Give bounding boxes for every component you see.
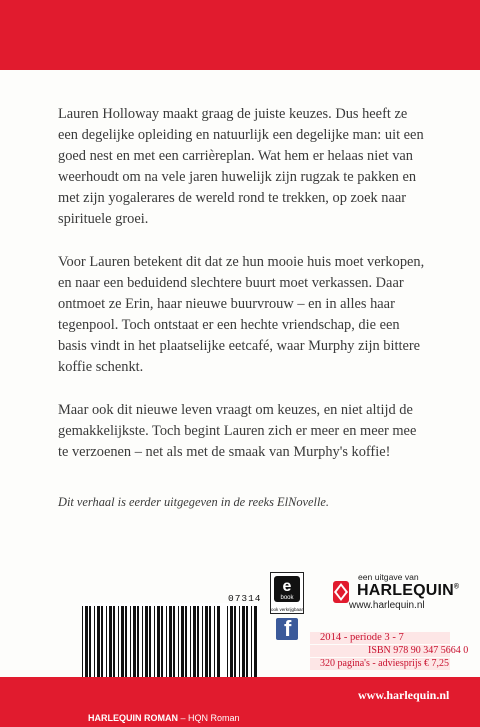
- price-line: [310, 658, 450, 670]
- barcode-addon-bars: [227, 606, 261, 686]
- period-line: [310, 632, 450, 644]
- reprint-note: Dit verhaal is eerder uitgegeven in de reeks ElNovelle.: [58, 495, 330, 509]
- footer-url[interactable]: www.harlequin.nl: [358, 688, 450, 702]
- publisher-name: HARLEQUIN: [357, 582, 454, 599]
- blurb: [58, 104, 428, 485]
- series-subtitle: – HQN Roman: [180, 713, 240, 723]
- series-label: [88, 713, 240, 723]
- ean-barcode-bars: [82, 606, 222, 686]
- pages-price-text: 320 pagina's - adviesprijs € 7,25: [320, 658, 450, 669]
- period-text: 2014 - periode 3 - 7: [320, 632, 404, 643]
- barcode-addon-number: 07314: [228, 593, 262, 604]
- ebook-letter: e: [282, 578, 292, 595]
- blurb-paragraph: Voor Lauren betekent dit dat ze hun mooie huis moet verkopen, en naar een beduidend slechtere buurt moet verkassen. Daar ontmoet ze Erin, haar nieuwe buurvrouw – en in alles haar tegenpool. Toch ontstaat er een hechte vriendschap, die een basis vindt in het plaatselijke eetcafé, waar Murphy zijn bittere koffie schenkt.: [58, 254, 425, 375]
- isbn-text: ISBN 978 90 347 5664 0: [368, 645, 469, 656]
- top-red-band: [0, 0, 480, 70]
- facebook-icon[interactable]: f: [276, 618, 298, 640]
- ebook-label: book: [280, 595, 294, 601]
- isbn-line: [310, 645, 469, 657]
- series-name: ROMAN: [144, 713, 179, 723]
- publisher-tagline: een uitgave van: [358, 572, 419, 582]
- series-brand: HARLEQUIN: [88, 713, 142, 723]
- blurb-paragraph: Lauren Holloway maakt graag de juiste keuzes. Dus heeft ze een degelijke opleiding en natuurlijk een degelijke man: uit een goed nest en met een carrièreplan. Wat hem er helaas niet van weerhoudt om na vele jaren huwelijk zijn rugzak te pakken en met zijn yogalerares de wereld rond te trekken, op zoek naar spirituele groei.: [58, 106, 424, 227]
- publisher-wordmark: [357, 582, 459, 600]
- ebook-available-icon: [270, 572, 304, 614]
- ebook-caption: ook verkrijgbaar: [271, 607, 304, 612]
- barcode: [82, 593, 262, 685]
- publisher-url-text: www.harlequin.nl: [349, 600, 425, 611]
- publisher-url[interactable]: [349, 600, 425, 611]
- blurb-paragraph: Maar ook dit nieuwe leven vraagt om keuzes, en niet altijd de gemakkelijkste. Toch begint Lauren zich er meer en meer mee te verzoenen – net als met de smaak van Murphy's koffie!: [58, 402, 417, 460]
- registered-mark: ®: [453, 583, 460, 591]
